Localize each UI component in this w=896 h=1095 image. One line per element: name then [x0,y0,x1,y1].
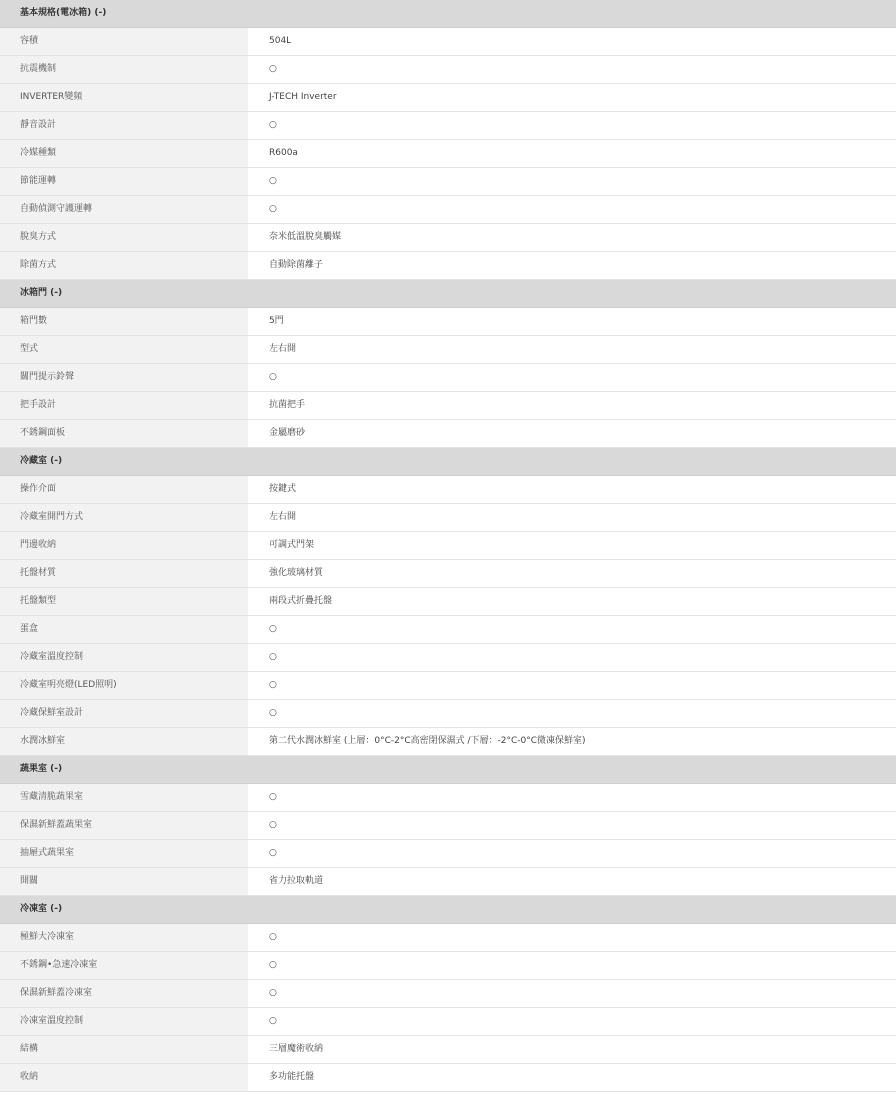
spec-row [0,504,896,532]
spec-label: 托盤類型 [0,588,248,615]
spec-value: 省力拉取軌道 [248,868,896,895]
spec-row [0,532,896,560]
spec-value: 兩段式折疊托盤 [248,588,896,615]
spec-row [0,420,896,448]
spec-row [0,336,896,364]
spec-label: 結構 [0,1036,248,1063]
spec-label: 把手設計 [0,392,248,419]
section-title: 基本規格(電冰箱) (-) [20,8,107,18]
spec-label: 冷媒種類 [0,140,248,167]
spec-value: 多功能托盤 [248,1064,896,1091]
section-header [0,896,896,924]
spec-value: 強化玻璃材質 [248,560,896,587]
spec-label: 雪藏清脆蔬果室 [0,784,248,811]
spec-value: 可調式門架 [248,532,896,559]
spec-row [0,700,896,728]
spec-label: 開關 [0,868,248,895]
spec-value: 奈米低溫脫臭觸媒 [248,224,896,251]
spec-label: 型式 [0,336,248,363]
spec-row [0,980,896,1008]
spec-label: 冷藏保鮮室設計 [0,700,248,727]
spec-label: 抗震機制 [0,56,248,83]
spec-row [0,560,896,588]
spec-row [0,224,896,252]
spec-value: R600a [248,140,896,167]
spec-value: 左右開 [248,336,896,363]
spec-label: 容積 [0,28,248,55]
spec-row [0,644,896,672]
spec-row [0,168,896,196]
spec-row [0,924,896,952]
spec-label: 門邊收納 [0,532,248,559]
spec-row [0,812,896,840]
spec-value: 第二代水潤冰鮮室 (上層：0°C-2°C高密閉保濕式 /下層：-2°C-0°C微凍保鮮室) [248,728,896,755]
spec-label: 箱門數 [0,308,248,335]
spec-row [0,56,896,84]
spec-value: ○ [248,196,896,223]
spec-row [0,28,896,56]
spec-row [0,728,896,756]
spec-label: 收納 [0,1064,248,1091]
spec-label: INVERTER變頻 [0,84,248,111]
spec-value: 504L [248,28,896,55]
spec-value: ○ [248,364,896,391]
section-title: 冷凍室 (-) [20,904,63,914]
spec-label: 節能運轉 [0,168,248,195]
spec-value: 抗菌把手 [248,392,896,419]
section-header [0,448,896,476]
spec-value: 左右開 [248,504,896,531]
spec-value: 金屬磨砂 [248,420,896,447]
spec-label: 冷藏室明亮燈(LED照明) [0,672,248,699]
spec-value: 自動除菌離子 [248,252,896,279]
spec-label: 不銹鋼•急速冷凍室 [0,952,248,979]
spec-row [0,364,896,392]
spec-value: ○ [248,980,896,1007]
spec-value: ○ [248,616,896,643]
spec-value: ○ [248,56,896,83]
spec-value: ○ [248,924,896,951]
spec-label: 操作介面 [0,476,248,503]
section-header [0,0,896,28]
spec-label: 冷凍室溫度控制 [0,1008,248,1035]
spec-row [0,476,896,504]
spec-label: 冷藏室溫度控制 [0,644,248,671]
spec-value: ○ [248,700,896,727]
spec-value: ○ [248,840,896,867]
section-title: 冰箱門 (-) [20,288,63,298]
spec-value: 按鍵式 [248,476,896,503]
spec-value: ○ [248,672,896,699]
spec-value: ○ [248,112,896,139]
spec-row [0,784,896,812]
section-header [0,756,896,784]
spec-value: J-TECH Inverter [248,84,896,111]
spec-label: 不銹鋼面板 [0,420,248,447]
spec-row [0,1064,896,1092]
spec-row [0,112,896,140]
spec-row [0,392,896,420]
section-title: 蔬果室 (-) [20,764,63,774]
spec-label: 托盤材質 [0,560,248,587]
spec-label: 極鮮大冷凍室 [0,924,248,951]
spec-label: 保濕新鮮蓋冷凍室 [0,980,248,1007]
spec-label: 冷藏室開門方式 [0,504,248,531]
spec-label: 自動偵測守護運轉 [0,196,248,223]
spec-value: 5門 [248,308,896,335]
spec-row [0,588,896,616]
spec-row [0,1008,896,1036]
spec-label: 水潤冰鮮室 [0,728,248,755]
spec-row [0,672,896,700]
spec-value: ○ [248,168,896,195]
spec-row [0,868,896,896]
spec-value: ○ [248,952,896,979]
spec-value: 三層魔術收納 [248,1036,896,1063]
spec-row [0,616,896,644]
spec-label: 除菌方式 [0,252,248,279]
spec-label: 抽屜式蔬果室 [0,840,248,867]
spec-value: ○ [248,784,896,811]
spec-row [0,140,896,168]
section-title: 冷藏室 (-) [20,456,63,466]
spec-row [0,196,896,224]
spec-row [0,952,896,980]
spec-row [0,840,896,868]
spec-row [0,252,896,280]
spec-row [0,84,896,112]
spec-row [0,308,896,336]
spec-value: ○ [248,644,896,671]
spec-value: ○ [248,1008,896,1035]
spec-row [0,1036,896,1064]
spec-value: ○ [248,812,896,839]
spec-label: 脫臭方式 [0,224,248,251]
section-header [0,280,896,308]
spec-label: 保濕新鮮蓋蔬果室 [0,812,248,839]
spec-label: 靜音設計 [0,112,248,139]
spec-label: 蛋盒 [0,616,248,643]
spec-label: 關門提示鈴聲 [0,364,248,391]
